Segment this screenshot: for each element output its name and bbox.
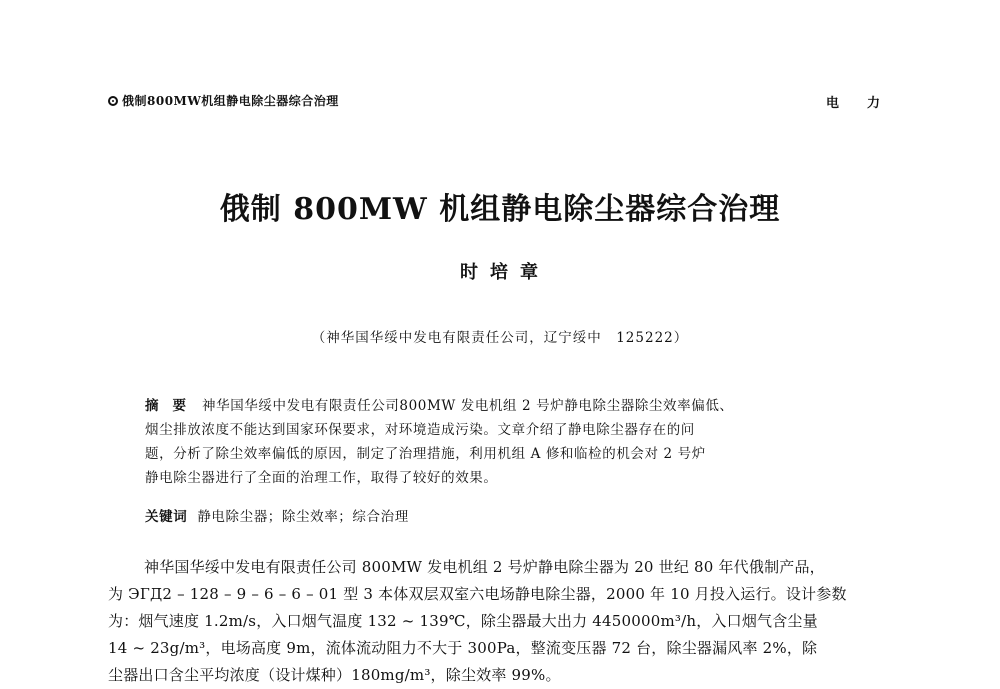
article-author: 时培章	[460, 262, 550, 283]
body-line-3: 为：烟气速度 1.2m/s，入口烟气温度 132 ~ 139℃，除尘器最大出力 4450000m³/h，入口烟气含尘量	[108, 612, 818, 630]
body-paragraph	[108, 554, 908, 689]
keywords-text: 静电除尘器；除尘效率；综合治理	[197, 509, 409, 525]
abstract-label: 摘要	[145, 398, 200, 414]
abstract-line-3: 题，分析了除尘效率偏低的原因，制定了治理措施，利用机组 A 修和临检的机会对 2 号炉	[145, 446, 706, 462]
author-affiliation: （神华国华绥中发电有限责任公司，辽宁绥中 125222）	[311, 330, 689, 346]
body-line-5: 尘器出口含尘平均浓度（设计煤种）180mg/m³，除尘效率 99%。	[108, 666, 561, 684]
article-title: 俄制 800MW 机组静电除尘器综合治理	[219, 192, 781, 227]
abstract-section	[145, 394, 865, 490]
body-line-1: 神华国华绥中发电有限责任公司 800MW 发电机组 2 号炉静电除尘器为 20 世纪 80 年代俄制产品，	[144, 558, 825, 576]
body-line-2: 为 ЭГД2 – 128 – 9 – 6 – 6 – 01 型 3 本体双层双室六电场静电除尘器，2000 年 10 月投入运行。设计参数	[108, 585, 847, 603]
running-header	[108, 92, 339, 109]
running-title: 俄制800MW机组静电除尘器综合治理	[122, 94, 339, 108]
bullet-circle-icon	[108, 96, 118, 106]
abstract-line-2: 烟尘排放浓度不能达到国家环保要求，对环境造成污染。文章介绍了静电除尘器存在的问	[145, 422, 695, 438]
keywords-label: 关键词	[145, 509, 188, 525]
body-line-4: 14 ~ 23g/m³，电场高度 9m，流体流动阻力不大于 300Pa，整流变压器 72 台，除尘器漏风率 2%，除	[108, 639, 818, 657]
keywords-section	[145, 505, 409, 525]
abstract-line-4: 静电除尘器进行了全面的治理工作，取得了较好的效果。	[145, 470, 498, 486]
abstract-line-1: 摘要 神华国华绥中发电有限责任公司800MW 发电机组 2 号炉静电除尘器除尘效率偏低、	[145, 398, 734, 414]
journal-name: 电力	[826, 96, 909, 111]
